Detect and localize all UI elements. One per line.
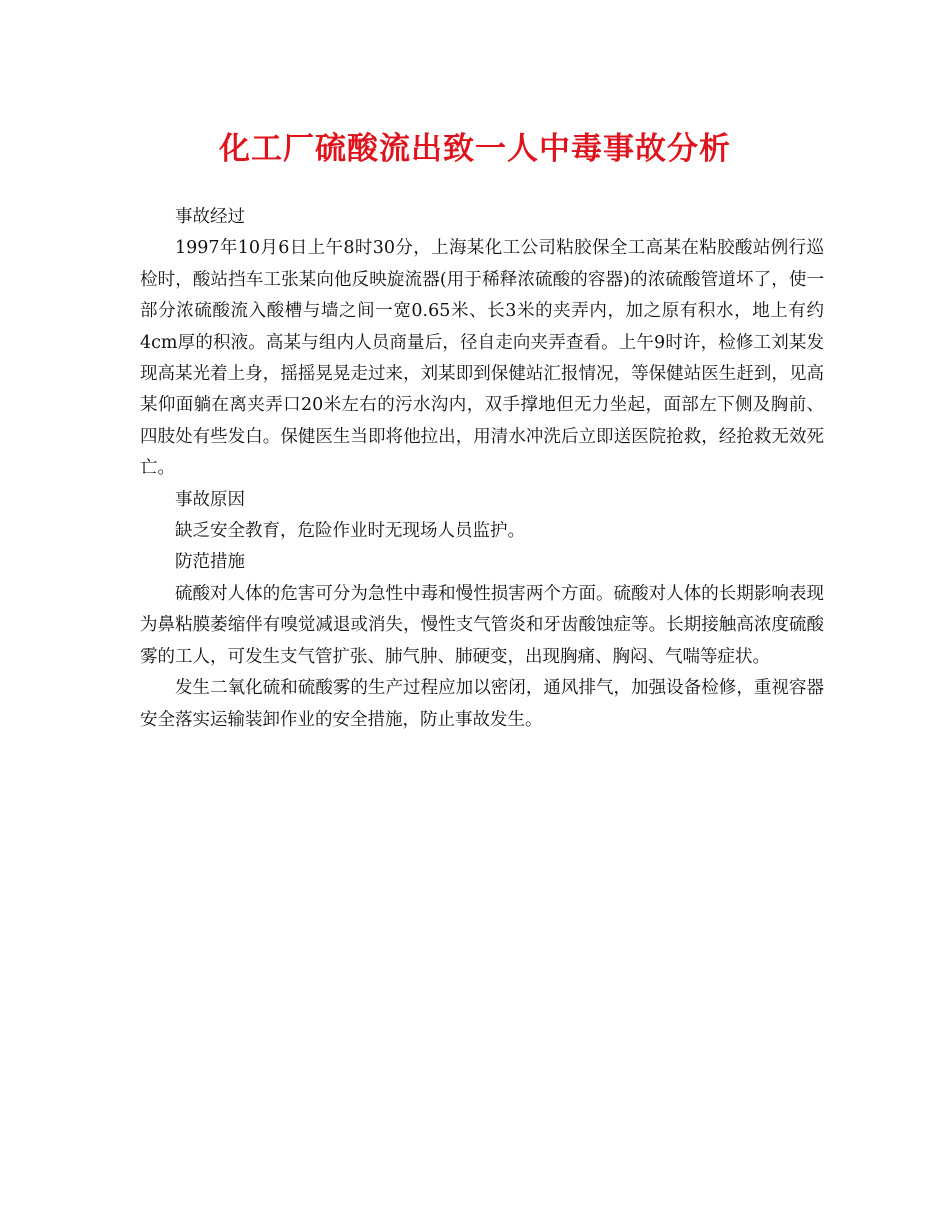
paragraph-accident-process: 1997年10月6日上午8时30分，上海某化工公司粘胶保全工高某在粘胶酸站例行巡检时，酸站挡车工张某向他反映旋流器(用于稀释浓硫酸的容器)的浓硫酸管道坏了，使一部分浓硫酸流入酸槽与墙之间一宽0.65米、长3米的夹弄内，加之原有积水，地上有约4cm厚的积液。高某与组内人员商量后，径自走向夹弄查看。上午9时许，检修工刘某发现高某光着上身，摇摇晃晃走过来，刘某即到保健站汇报情况，等保健站医生赶到，见高某仰面躺在离夹弄口20米左右的污水沟内，双手撑地但无力坐起，面部左下侧及胸前、四肢处有些发白。保健医生当即将他拉出，用清水冲洗后立即送医院抢救，经抢救无效死亡。 <box>140 238 824 479</box>
paragraph-sulfuric-acid-hazards: 硫酸对人体的危害可分为急性中毒和慢性损害两个方面。硫酸对人体的长期影响表现为鼻粘膜萎缩伴有嗅觉减退或消失，慢性支气管炎和牙齿酸蚀症等。长期接触高浓度硫酸雾的工人，可发生支气管扩张、肺气肿、肺硬变，出现胸痛、胸闷、气喘等症状。 <box>140 583 824 667</box>
document-body <box>140 202 824 736</box>
section-heading-accident-cause: 事故原因 <box>175 489 245 510</box>
paragraph-accident-cause: 缺乏安全教育，危险作业时无现场人员监护。 <box>175 521 525 542</box>
document-title: 化工厂硫酸流出致一人中毒事故分析 <box>219 131 731 167</box>
section-heading-prevention: 防范措施 <box>175 552 245 573</box>
paragraph-prevention-measures: 发生二氧化硫和硫酸雾的生产过程应加以密闭，通风排气，加强设备检修，重视容器安全落实运输装卸作业的安全措施，防止事故发生。 <box>140 678 824 730</box>
section-heading-accident-process: 事故经过 <box>175 207 245 227</box>
